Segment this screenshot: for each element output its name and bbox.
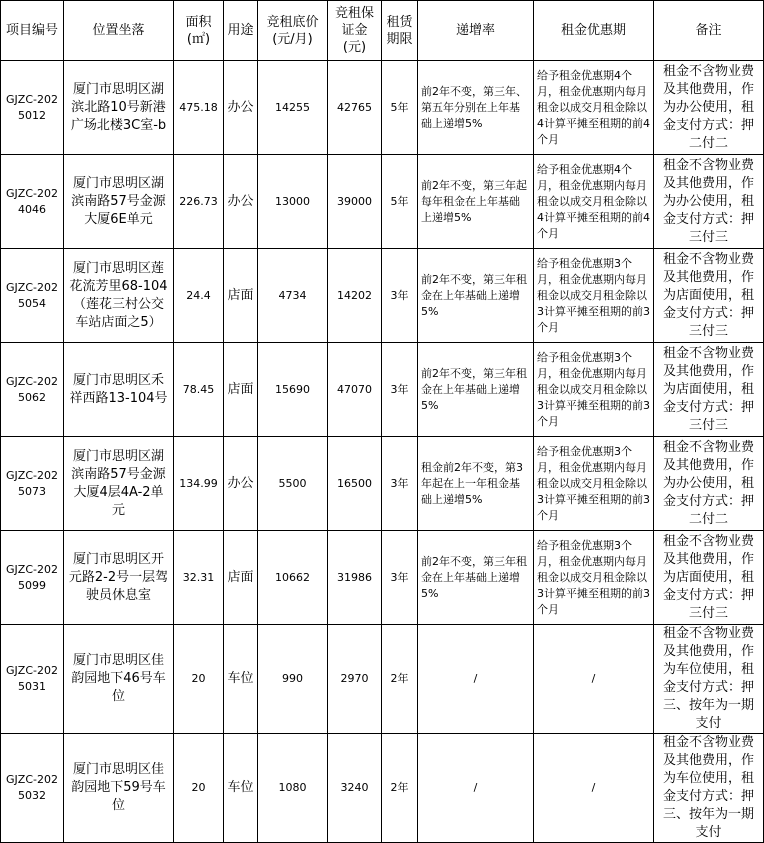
increase-rate: 前2年不变，第三年租金在上年基础上递增5% (418, 343, 534, 437)
header-term: 租赁期限 (382, 1, 418, 61)
remark: 租金不含物业费及其他费用，作为办公使用，租金支付方式：押二付二 (654, 61, 764, 155)
deposit: 2970 (328, 625, 382, 734)
deposit: 42765 (328, 61, 382, 155)
project-id: GJZC-2025032 (1, 734, 64, 843)
location: 厦门市思明区莲花流芳里68-104（莲花三村公交车站店面之5） (64, 249, 174, 343)
deposit: 39000 (328, 155, 382, 249)
use: 办公 (224, 155, 258, 249)
deposit: 3240 (328, 734, 382, 843)
increase-rate: 租金前2年不变，第3年起在上一年租金基础上递增5% (418, 437, 534, 531)
remark: 租金不含物业费及其他费用，作为店面使用，租金支付方式：押三付三 (654, 343, 764, 437)
increase-rate: 前2年不变，第三年起每年租金在上年基础上递增5% (418, 155, 534, 249)
deposit: 47070 (328, 343, 382, 437)
remark: 租金不含物业费及其他费用，作为店面使用，租金支付方式：押三付三 (654, 249, 764, 343)
header-increase-rate: 递增率 (418, 1, 534, 61)
deposit: 14202 (328, 249, 382, 343)
table-row (1, 734, 764, 843)
header-base-price: 竞租底价(元/月) (258, 1, 328, 61)
header-deposit: 竞租保证金(元) (328, 1, 382, 61)
term: 2年 (382, 734, 418, 843)
project-id: GJZC-2025099 (1, 531, 64, 625)
discount-period: 给予租金优惠期4个月，租金优惠期内每月租金以成交月租金除以4计算平摊至租期的前4个月 (534, 61, 654, 155)
base-price: 1080 (258, 734, 328, 843)
location: 厦门市思明区湖滨南路57号金源大厦4层4A-2单元 (64, 437, 174, 531)
term: 3年 (382, 343, 418, 437)
term: 5年 (382, 61, 418, 155)
header-location: 位置坐落 (64, 1, 174, 61)
remark: 租金不含物业费及其他费用，作为办公使用，租金支付方式：押三付三 (654, 155, 764, 249)
increase-rate: / (418, 734, 534, 843)
term: 3年 (382, 249, 418, 343)
discount-period: 给予租金优惠期4个月，租金优惠期内每月租金以成交月租金除以4计算平摊至租期的前4个月 (534, 155, 654, 249)
discount-period: 给予租金优惠期3个月，租金优惠期内每月租金以成交月租金除以3计算平摊至租期的前3个月 (534, 249, 654, 343)
area: 78.45 (174, 343, 224, 437)
remark: 租金不含物业费及其他费用，作为车位使用，租金支付方式：押三、按年为一期支付 (654, 734, 764, 843)
discount-period: 给予租金优惠期3个月，租金优惠期内每月租金以成交月租金除以3计算平摊至租期的前3个月 (534, 343, 654, 437)
use: 店面 (224, 249, 258, 343)
term: 5年 (382, 155, 418, 249)
discount-period: / (534, 734, 654, 843)
increase-rate: 前2年不变，第三年、第五年分别在上年基础上递增5% (418, 61, 534, 155)
base-price: 5500 (258, 437, 328, 531)
location: 厦门市思明区佳韵园地下46号车位 (64, 625, 174, 734)
use: 店面 (224, 531, 258, 625)
increase-rate: 前2年不变，第三年租金在上年基础上递增5% (418, 249, 534, 343)
table-row (1, 61, 764, 155)
increase-rate: / (418, 625, 534, 734)
discount-period: 给予租金优惠期3个月，租金优惠期内每月租金以成交月租金除以3计算平摊至租期的前3个月 (534, 437, 654, 531)
use: 办公 (224, 437, 258, 531)
project-id: GJZC-2024046 (1, 155, 64, 249)
area: 20 (174, 625, 224, 734)
project-id: GJZC-2025062 (1, 343, 64, 437)
term: 3年 (382, 437, 418, 531)
remark: 租金不含物业费及其他费用，作为办公使用，租金支付方式：押二付二 (654, 437, 764, 531)
area: 226.73 (174, 155, 224, 249)
area: 24.4 (174, 249, 224, 343)
header-project-id: 项目编号 (1, 1, 64, 61)
header-discount-period: 租金优惠期 (534, 1, 654, 61)
area: 475.18 (174, 61, 224, 155)
header-remark: 备注 (654, 1, 764, 61)
use: 办公 (224, 61, 258, 155)
use: 车位 (224, 625, 258, 734)
remark: 租金不含物业费及其他费用，作为店面使用，租金支付方式：押三付三 (654, 531, 764, 625)
term: 3年 (382, 531, 418, 625)
area: 32.31 (174, 531, 224, 625)
table-row (1, 437, 764, 531)
location: 厦门市思明区湖滨南路57号金源大厦6E单元 (64, 155, 174, 249)
term: 2年 (382, 625, 418, 734)
table-row (1, 155, 764, 249)
deposit: 31986 (328, 531, 382, 625)
area: 20 (174, 734, 224, 843)
table-row (1, 625, 764, 734)
discount-period: / (534, 625, 654, 734)
base-price: 990 (258, 625, 328, 734)
location: 厦门市思明区禾祥西路13-104号 (64, 343, 174, 437)
use: 店面 (224, 343, 258, 437)
project-id: GJZC-2025012 (1, 61, 64, 155)
project-id: GJZC-2025073 (1, 437, 64, 531)
base-price: 15690 (258, 343, 328, 437)
base-price: 13000 (258, 155, 328, 249)
remark: 租金不含物业费及其他费用，作为车位使用，租金支付方式：押三、按年为一期支付 (654, 625, 764, 734)
table-row (1, 531, 764, 625)
deposit: 16500 (328, 437, 382, 531)
table-row (1, 249, 764, 343)
area: 134.99 (174, 437, 224, 531)
discount-period: 给予租金优惠期3个月，租金优惠期内每月租金以成交月租金除以3计算平摊至租期的前3个月 (534, 531, 654, 625)
base-price: 14255 (258, 61, 328, 155)
project-id: GJZC-2025054 (1, 249, 64, 343)
base-price: 10662 (258, 531, 328, 625)
base-price: 4734 (258, 249, 328, 343)
project-id: GJZC-2025031 (1, 625, 64, 734)
increase-rate: 前2年不变，第三年租金在上年基础上递增5% (418, 531, 534, 625)
location: 厦门市思明区佳韵园地下59号车位 (64, 734, 174, 843)
use: 车位 (224, 734, 258, 843)
header-row (1, 1, 764, 61)
table-row (1, 343, 764, 437)
header-use: 用途 (224, 1, 258, 61)
location: 厦门市思明区湖滨北路10号新港广场北楼3C室-b (64, 61, 174, 155)
header-area: 面积(㎡) (174, 1, 224, 61)
location: 厦门市思明区开元路2-2号一层驾驶员休息室 (64, 531, 174, 625)
